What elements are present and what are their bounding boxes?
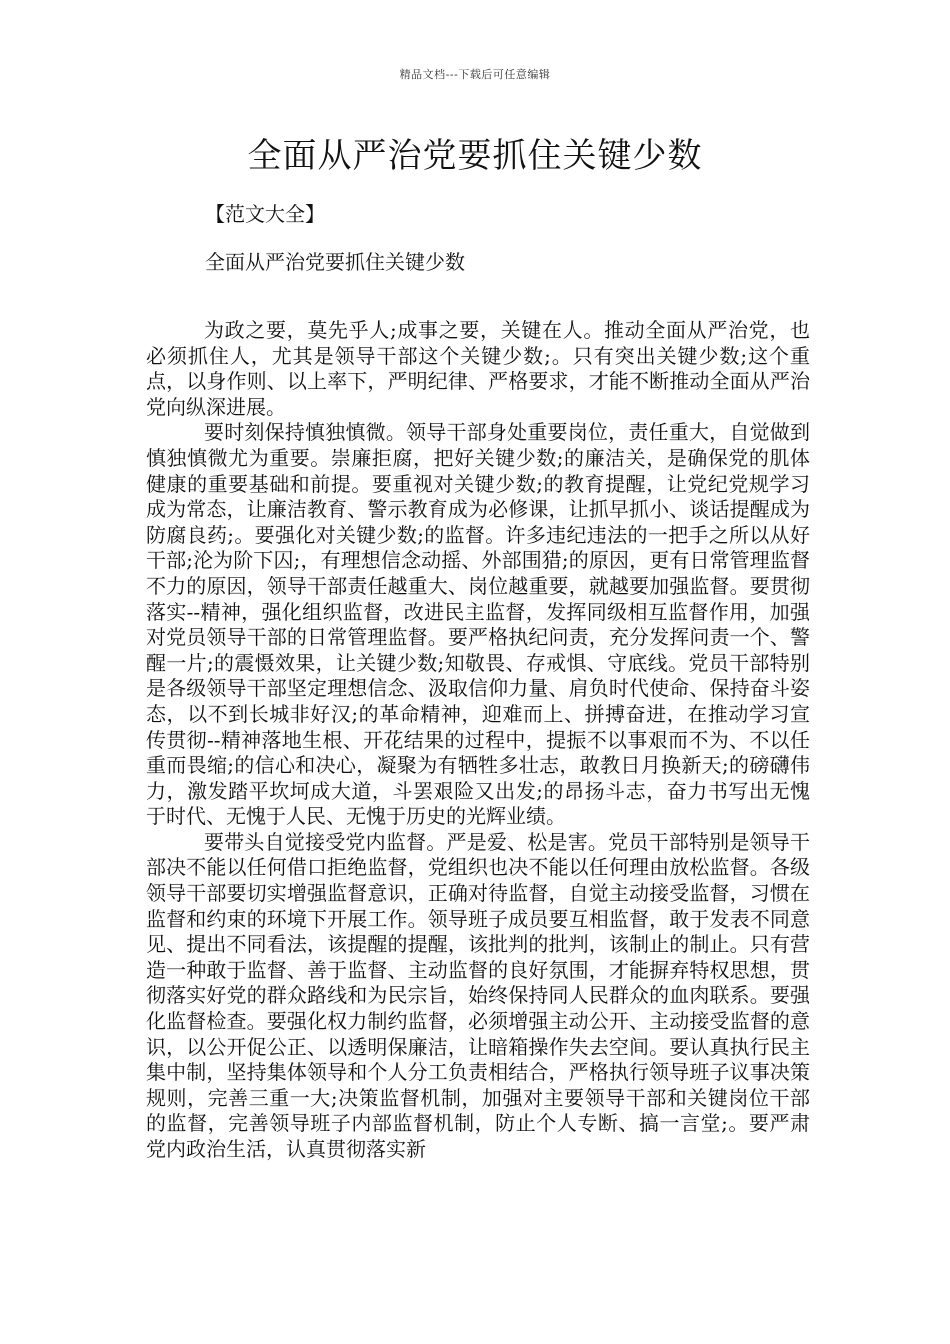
document-title: 全面从严治党要抓住关键少数 xyxy=(247,136,703,176)
paragraph-2: 要时刻保持慎独慎微。领导干部身处重要岗位，责任重大，自觉做到慎独慎微尤为重要。崇廉拒腐，把好关键少数;的廉洁关，是确保党的肌体健康的重要基础和前提。要重视对关键少数;的教育提醒，让党纪党规学习成为常态，让廉洁教育、警示教育成为必修课，让抓早抓小、谈话提醒成为防腐良药;。要强化对关键少数;的监督。许多违纪违法的一把手之所以从好干部;沦为阶下囚;，有理想信念动摇、外部围猎;的原因，更有日常管理监督不力的原因，领导干部责任越重大、岗位越重要，就越要加强监督。要贯彻落实--精神，强化组织监督，改进民主监督，发挥同级相互监督作用，加强对党员领导干部的日常管理监督。要严格执纪问责，充分发挥问责一个、警醒一片;的震慑效果，让关键少数;知敬畏、存戒惧、守底线。党员干部特别是各级领导干部坚定理想信念、汲取信仰力量、肩负时代使命、保持奋斗姿态，以不到长城非好汉;的革命精神，迎难而上、拼搏奋进，在推动学习宣传贯彻--精神落地生根、开花结果的过程中，提振不以事艰而不为、不以任重而畏缩;的信心和决心，凝聚为有牺牲多壮志，敢教日月换新天;的磅礴伟力，激发踏平坎坷成大道，斗罢艰险又出发;的昂扬斗志，奋力书写出无愧于时代、无愧于人民、无愧于历史的光辉业绩。 xyxy=(146,420,810,829)
paragraph-1: 为政之要，莫先乎人;成事之要，关键在人。推动全面从严治党，也必须抓住人，尤其是领导干部这个关键少数;。只有突出关键少数;这个重点，以身作则、以上率下，严明纪律、严格要求，才能不断推动全面从严治党向纵深进展。 xyxy=(146,318,810,419)
paragraph-3: 要带头自觉接受党内监督。严是爱、松是害。党员干部特别是领导干部决不能以任何借口拒绝监督，党组织也决不能以任何理由放松监督。各级领导干部要切实增强监督意识，正确对待监督，自觉主动接受监督，习惯在监督和约束的环境下开展工作。领导班子成员要互相监督，敢于发表不同意见、提出不同看法，该提醒的提醒，该批判的批判，该制止的制止。只有营造一种敢于监督、善于监督、主动监督的良好氛围，才能摒弃特权思想，贯彻落实好党的群众路线和为民宗旨，始终保持同人民群众的血肉联系。要强化监督检查。要强化权力制约监督，必须增强主动公开、主动接受监督的意识，以公开促公正、以透明保廉洁，让暗箱操作失去空间。要认真执行民主集中制，坚持集体领导和个人分工负责相结合，严格执行领导班子议事决策规则，完善三重一大;决策监督机制，加强对主要领导干部和关键岗位干部的监督，完善领导班子内部监督机制，防止个人专断、搞一言堂;。要严肃党内政治生活，认真贯彻落实新 xyxy=(146,829,810,1161)
document-subtitle: 全面从严治党要抓住关键少数 xyxy=(205,250,465,274)
header-note: 精品文档---下载后可任意编辑 xyxy=(399,68,551,81)
body-text xyxy=(146,318,810,1163)
category-tag: 【范文大全】 xyxy=(205,202,325,226)
